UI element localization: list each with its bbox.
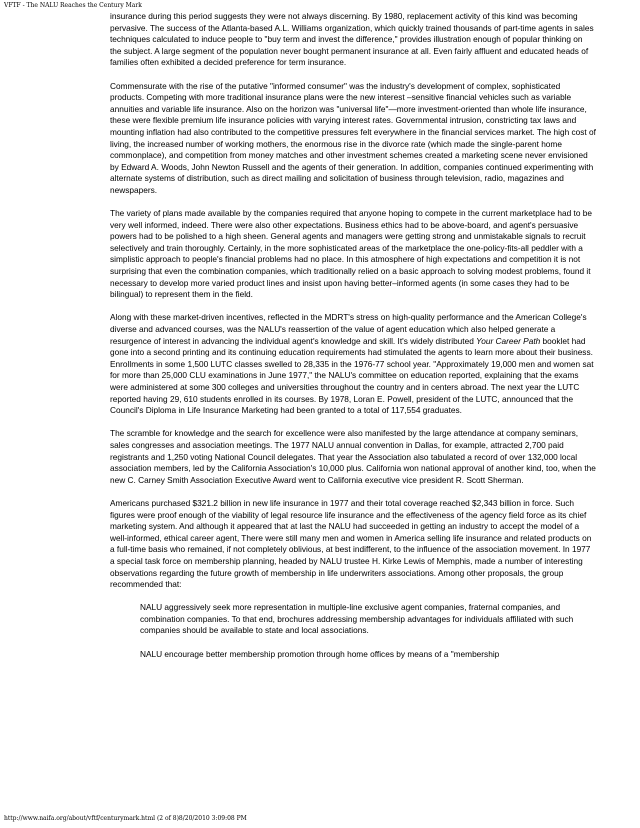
paragraph-agent-education (110, 312, 596, 416)
mdrt-text-before: Along with these market-driven incentives, reflected in the MDRT's stress on high-quality performance and the American College's diverse and advanced courses, was the NALU's reassertion of the value of agent education which also helped generate a resurgence of interest in advancing the individual agent's knowledge and skill. It's widely distributed (110, 312, 587, 346)
article-body (110, 11, 596, 672)
recommendation-quote: NALU encourage better membership promotion through home offices by means of a "membership (140, 648, 500, 659)
recommendation-quote: NALU aggressively seek more representation in multiple-line exclusive agent companies, fraternal companies, and combination companies. To that end, brochures addressing membership advantages for individuals affiliated with such companies should be available to state and local associations. (140, 602, 574, 636)
mdrt-text-after: booklet had gone into a second printing and its continuing education requirements had stimulated the agents to learn more about their business. Enrollments in some 1,500 LUTC classes swelled to 28,335 in the 1976-77 school year. "Approximately 19,000 men and women sat for more than 25,000 CLU examinations in June 1977," the NALU's committee on education reported, explaining that the exams were administered at some 300 colleges and universities throughout the country and in centers abroad. The next year the LUTC reported having 29, 610 students enrolled in its courses. By 1978, Loran E. Powell, president of the LUTC, announced that the Council's Diploma in Life Insurance Marketing had been granted to a total of 117,554 graduates. (110, 335, 594, 416)
page-header: VFTF - The NALU Reaches the Century Mark (4, 2, 142, 9)
paragraph-variety-of-plans: The variety of plans made available by the companies required that anyone hoping to compete in the current marketplace had to be very well informed, indeed. There were also other expectations. Business ethics had to be above-board, and agent's persuasive powers had to be polished to a high sheen. General agents and managers were getting strong and unmistakable signals to recruit selectively and train thoroughly. Certainly, in the more sophisticated areas of the marketplace the one-policy-fits-all peddler with a simplistic approach to people's financial problems had no place. In this atmosphere of high expectations and competition it is not surprising that even the combination companies, which traditionally relied on a basic approach to solving modest problems, found it necessary to develop more varied product lines and insist upon having better–informed agents (in some cases they had to be bilingual) to represent them in the field. (110, 208, 592, 300)
paragraph-informed-consumer: Commensurate with the rise of the putative "informed consumer" was the industry's development of complex, sophisticated products. Competing with more traditional insurance plans were the new interest –sensitive financial vehicles such as variable annuities and variable life insurance. Also on the horizon was "universal life"—more investment-oriented than whole life insurance, these were flexible premium life insurance policies with varying interest rates. Governmental intrusion, constricting tax laws and mounting inflation had also contributed to the competitive pressures felt everywhere in the financial services market. The high cost of living, the increased number of working mothers, the enormous rise in the divorce rate (which made the single-parent home commonplace), and competition from money matches and other investment schemes created a marketing scene never envisioned by Edward A. Woods, John Newton Russell and the agents of their generation. In addition, companies continued experimenting with alternate systems of distribution, such as direct mailing and solicitation of business through television, radio, magazines and newspapers. (110, 80, 596, 195)
career-path-title: Your Career Path (476, 335, 541, 346)
page-footer-url: http://www.naifa.org/about/vftf/centurymark.html (2 of 8)8/20/2010 3:09:08 PM (4, 815, 247, 822)
paragraph-term-insurance: insurance during this period suggests they were not always discerning. By 1980, replacement activity of this kind was becoming pervasive. The success of the Atlanta-based A.L. Williams organization, which quickly trained thousands of part-time agents in sales techniques calculated to induce people to "buy term and invest the difference," provides illustration enough of popular thinking on the subject. A large segment of the population never bought permanent insurance at all. Even fairly affluent and educated heads of families often exhibited a decided preference for term insurance. (110, 11, 594, 68)
paragraph-americans-purchased: Americans purchased $321.2 billion in new life insurance in 1977 and their total coverage reached $2,343 billion in force. Such figures were proof enough of the viability of legal resource life insurance and the effectiveness of the agency field force as its chief marketing system. And although it appeared that at last the NALU had succeeded in getting an industry to accept the model of a well-informed, ethical career agent, There were still many men and women in America selling life insurance and related products on a full-time basis who remained, if not completely oblivious, at best indifferent, to the influence of the association movement. In 1977 a special task force on membership planning, headed by NALU trustee H. Kirke Lewis of Memphis, made a number of interesting observations regarding the future growth of membership in life underwriters associations. Among other proposals, the group recommended that: (110, 497, 592, 590)
paragraph-scramble-for-knowledge: The scramble for knowledge and the search for excellence were also manifested by the large attendance at company seminars, sales congresses and association meetings. The 1977 NALU annual convention in Dallas, for example, attracted 2,700 paid registrants and 1,250 voting National Council delegates. That year the Association also tabulated a record of over 132,000 local association members, led by the California Association's 10,000 plus. California won national approval of another kind, too, when the new C. Carney Smith Association Executive Award went to California executive vice president R. Scott Sherman. (110, 428, 596, 485)
